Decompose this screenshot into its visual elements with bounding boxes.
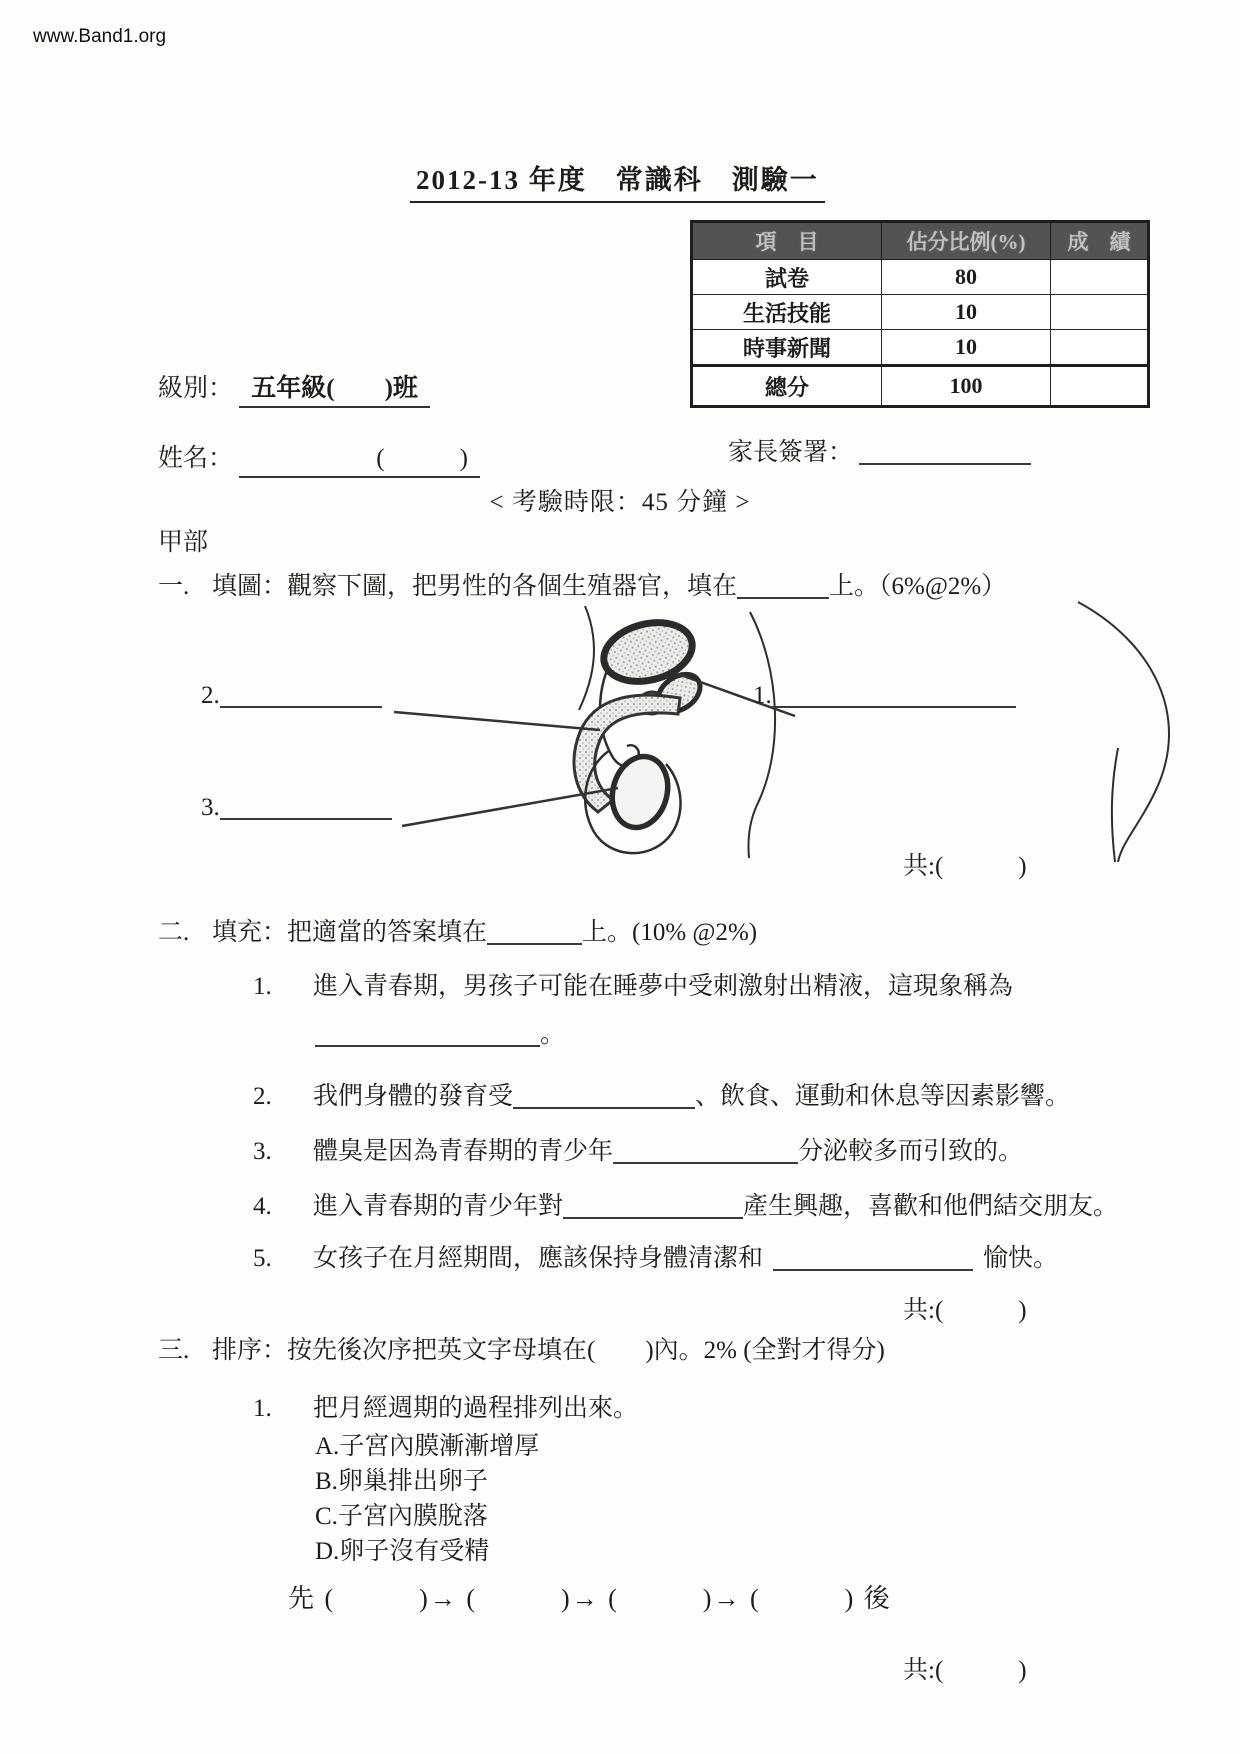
q1-number: 一. — [158, 573, 190, 600]
q2-item-4-blank — [563, 1193, 743, 1219]
page-title: 2012-13 年度 常識科 測驗一 — [410, 158, 825, 203]
score-row-score — [1051, 295, 1149, 330]
subtotal-section2: 共:( ) — [903, 1297, 1027, 1324]
q2-item-3 — [253, 1131, 1023, 1167]
q1-inline-blank — [737, 573, 829, 599]
diagram-label-1-blank — [772, 682, 1016, 708]
score-row-item: 總分 — [692, 366, 882, 407]
score-row — [692, 330, 1149, 366]
score-row-pct: 80 — [882, 260, 1051, 295]
q2-item-1-period: 。 — [540, 1021, 566, 1048]
body-front-outline — [579, 606, 594, 710]
q1-text-post: 上。（6%@2%） — [829, 573, 1007, 600]
buttock-outline — [1078, 602, 1169, 862]
q2-item-1-blank — [315, 1021, 540, 1047]
q2-item-5-number: 5. — [253, 1245, 272, 1272]
score-row-pct: 10 — [882, 295, 1051, 330]
score-row-score — [1051, 330, 1149, 366]
q3-heading-text: 排序：按先後次序把英文字母填在( )內。2% (全對才得分) — [212, 1337, 885, 1364]
q3-heading — [158, 1330, 885, 1366]
score-row-total — [692, 366, 1149, 407]
subtotal-section3: 共:( ) — [903, 1657, 1027, 1684]
q2-item-4-post: 產生興趣，喜歡和他們結交朋友。 — [743, 1193, 1119, 1220]
q2-item-5 — [253, 1238, 1058, 1274]
q2-item-1-number: 1. — [253, 973, 272, 1000]
class-label: 級別： — [158, 375, 234, 402]
diagram-label-3-number: 3. — [201, 794, 220, 821]
score-row-pct: 10 — [882, 330, 1051, 366]
score-table-header-row — [692, 222, 1149, 260]
q2-item-1-line2 — [315, 1014, 565, 1050]
parent-signature-field — [728, 432, 1031, 468]
anatomy-diagram — [380, 600, 1200, 865]
q2-item-2 — [253, 1076, 1070, 1112]
score-row — [692, 260, 1149, 295]
q3-number: 三. — [158, 1337, 190, 1364]
q3-option-d: D.卵子沒有受精 — [315, 1538, 490, 1565]
parent-signature-label: 家長簽署： — [728, 439, 854, 466]
subtotal-section1: 共:( ) — [903, 853, 1027, 880]
q2-item-4 — [253, 1186, 1118, 1222]
score-table-header-pct: 佔分比例(%) — [882, 222, 1051, 260]
name-field — [158, 438, 480, 478]
diagram-label-2-number: 2. — [201, 682, 220, 709]
score-table-header-score: 成 績 — [1051, 222, 1149, 260]
diagram-label-3-blank — [220, 794, 392, 820]
q3-option-c: C.子宮內膜脫落 — [315, 1503, 488, 1530]
sequence-line: 先 ( )→ ( )→ ( )→ ( ) 後 — [288, 1584, 892, 1613]
q2-item-1-line1 — [253, 966, 1013, 1002]
q2-item-3-number: 3. — [253, 1138, 272, 1165]
q2-item-3-pre: 體臭是因為青春期的青少年 — [313, 1138, 614, 1165]
q2-item-2-blank — [513, 1083, 695, 1109]
diagram-label-1 — [753, 682, 1016, 710]
q2-inline-blank — [487, 919, 582, 945]
score-table-header-item: 項 目 — [692, 222, 882, 260]
q2-item-3-post: 分泌較多而引致的。 — [798, 1138, 1024, 1165]
parent-signature-blank — [859, 439, 1031, 465]
diagram-label-2 — [201, 682, 382, 710]
q2-text-pre: 填充：把適當的答案填在 — [212, 919, 488, 946]
q3-question — [253, 1388, 638, 1424]
time-limit: < 考驗時限：45 分鐘 > — [489, 489, 751, 516]
watermark: www.Band1.org — [33, 26, 167, 47]
score-row-score — [1051, 260, 1149, 295]
diagram-label-2-blank — [220, 682, 382, 708]
q2-number: 二. — [158, 919, 190, 946]
thigh-outline — [748, 612, 775, 858]
name-blank: ( ) — [239, 438, 480, 478]
q3-question-text: 把月經週期的過程排列出來。 — [313, 1395, 639, 1422]
name-label: 姓名： — [158, 445, 234, 472]
q2-item-2-pre: 我們身體的發育受 — [313, 1083, 514, 1110]
q2-item-5-post: 愉快。 — [983, 1245, 1059, 1272]
q2-item-2-post: 、飲食、運動和休息等因素影響。 — [695, 1083, 1071, 1110]
q2-item-5-blank — [773, 1245, 973, 1271]
score-row-item: 試卷 — [692, 260, 882, 295]
q3-option-b: B.卵巢排出卵子 — [315, 1468, 488, 1495]
score-row-pct: 100 — [882, 366, 1051, 407]
q2-heading — [158, 912, 757, 948]
diagram-label-3 — [201, 794, 392, 822]
diagram-label-1-number: 1. — [753, 682, 772, 709]
q2-item-5-pre: 女孩子在月經期間，應該保持身體清潔和 — [313, 1245, 764, 1272]
score-row-score — [1051, 366, 1149, 407]
q1-heading — [158, 566, 1006, 602]
score-row-item: 時事新聞 — [692, 330, 882, 366]
q2-item-2-number: 2. — [253, 1083, 272, 1110]
q2-item-1-text: 進入青春期，男孩子可能在睡夢中受刺激射出精液，這現象稱為 — [313, 973, 1014, 1000]
score-row — [692, 295, 1149, 330]
class-value: 五年級( )班 — [239, 368, 430, 408]
leader-line-2 — [394, 712, 600, 730]
score-table — [690, 220, 1150, 408]
q2-text-post: 上。(10% @2%) — [582, 919, 758, 946]
q1-text-pre: 填圖：觀察下圖，把男性的各個生殖器官，填在 — [212, 573, 738, 600]
q2-item-4-pre: 進入青春期的青少年對 — [313, 1193, 564, 1220]
inner-leg-outline — [1112, 748, 1118, 862]
q3-question-number: 1. — [253, 1395, 272, 1422]
class-field — [158, 368, 430, 408]
q2-item-4-number: 4. — [253, 1193, 272, 1220]
score-row-item: 生活技能 — [692, 295, 882, 330]
testicle-shape — [605, 750, 676, 834]
part-a-label: 甲部 — [158, 529, 209, 556]
q2-item-3-blank — [613, 1138, 798, 1164]
q3-option-a: A.子宮內膜漸漸增厚 — [315, 1433, 540, 1460]
